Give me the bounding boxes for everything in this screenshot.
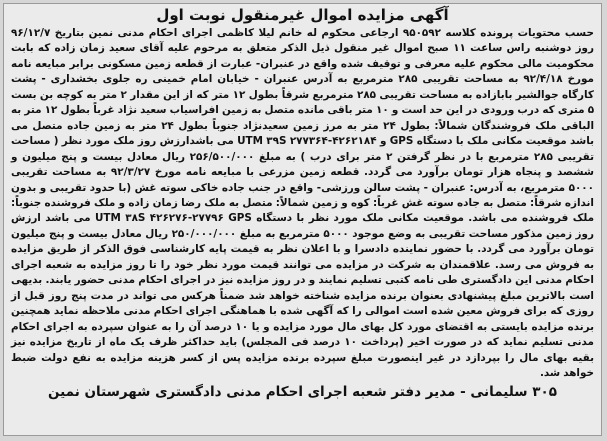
auction-notice xyxy=(3,3,602,436)
notice-body: حسب محتویات پرونده کلاسه ۹۵۰۵۹۲ ارجاعی محکوم له خانم لیلا کاظمی اجرای احکام مدنی نمین بتاریخ ۹۶/۱۲/۷ روز دوشنبه راس ساعت ۱۱ صبح اموال غیر منقول ذیل الذکر متعلق به مرحوم علیه آقای سعید زمان زاده که بابت محکومیت مالی محکوم علیه معرفی و توقیف شده واقع در عنبران- عبارت از قطعه زمین مسکونی برابر مبایعه نامه مورخ ۹۲/۴/۱۸ به مساحت تقریبی ۲۸۵ مترمربع به آدرس عنبران - خیابان امام خمینی ره جلوی بخشداری - پشت کارگاه جوالشیر بابازاده به مساحت تقریبی ۲۸۵ مترمربع شرقاً بطول ۱۲ متر که از این مقدار ۲ متر به کوچه بن بست ۵ متری که درب ورودی در این حد است و ۱۰ متر باقی مانده متصل به زمین افراسیاب سعید نژاد غرباً بطول ۱۲ متر به الباقی ملک فروشندگان شمالاً: بطول ۲۴ متر به مرز زمین سعیدنژاد جنوباً بطول ۲۴ متر به زمین جاده متصل می باشد موقعیت مکانی ملک با دستگاه GPS و ۴۲۶۲۱۸۴-۲۷۷۳۶۴ UTM ۳۹S می باشدارزش روز ملک مورد نظر ( مساحت تقریبی ۲۸۵ مترمربع با در نظر گرفتن ۲ متر برای درب ) به مبلغ ۲۵۶/۵۰۰/۰۰۰ ریال معادل بیست و پنج میلیون و ششصد و پنجاه هزار تومان برآورد می گردد. قطعه زمین مزرعی با مبایعه نامه مورخ ۹۲/۳/۲۷ به مساحت تقریبی ۵۰۰۰ مترمربع، به آدرس: عنبران - پشت سالن ورزشی- واقع در جنب جاده خاکی سوته غش (با حدود تقریبی و بدون اندازه شرقاً: متصل به جاده سوته غش غرباً: کوه و زمین شمالاً: متصل به ملک رضا زمان زاده و ملک فروشنده جنوباً: ملک فروشنده می باشد. موقعیت مکانی ملک مورد نظر با دستگاه UTM ۳۸S ۴۲۶۲۷۶-۲۷۷۹۶ GPS می باشد ارزش روز زمین مذکور مساحت تقریبی به وضع موجود ۵۰۰۰ مترمربع به مبلغ ۲۵۰/۰۰۰/۰۰۰ ریال معادل بیست و پنج میلیون تومان برآورد می گردد. با حضور نماینده دادسرا و با اعلان نظر به قیمت پایه کارشناسی فوق الذکر از طریق مزایده به فروش می رسد. علاقمندان به شرکت در مزایده می توانند قیمت مورد نظر خود را تا روز مزایده به شعبه اجرای احکام مدنی این دادگستری طی نامه کتبی تسلیم نمایند و در روز مزایده نیز در اجرای احکام مدنی حضور یابند. بدیهی است بالاترین مبلغ پیشنهادی بعنوان برنده مزایده شناخته خواهد شد ضمناً هرکس می تواند در مدت پنج روز قبل از روزی که برای فروش معین شده است اموالی را که آگهی شده با هماهنگی اجرای احکام مدنی ملاحظه نماید همچنین برنده مزایده بایستی به اقتضای مورد کل بهای مال مورد مزایده و یا ۱۰ درصد آن را به عنوان سپرده به اجرای احکام مدنی تسلیم نماید که در صورت اخیر (پرداخت ۱۰ درصد فی المجلس) باید حداکثر ظرف یک ماه از تاریخ مزایده نیز بقیه بهای مال را بپردازد در غیر اینصورت مبلغ سپرده برنده مزایده پس از کسر هزینه مزایده به نفع دولت ضبط خواهد شد. xyxy=(11,27,595,379)
notice-title: آگهی مزایده اموال غیرمنقول نوبت اول xyxy=(156,6,449,24)
notice-signature: ۳۰۵ سلیمانی - مدیر دفتر شعبه اجرای احکام مدنی دادگستری شهرستان نمین xyxy=(48,384,557,401)
